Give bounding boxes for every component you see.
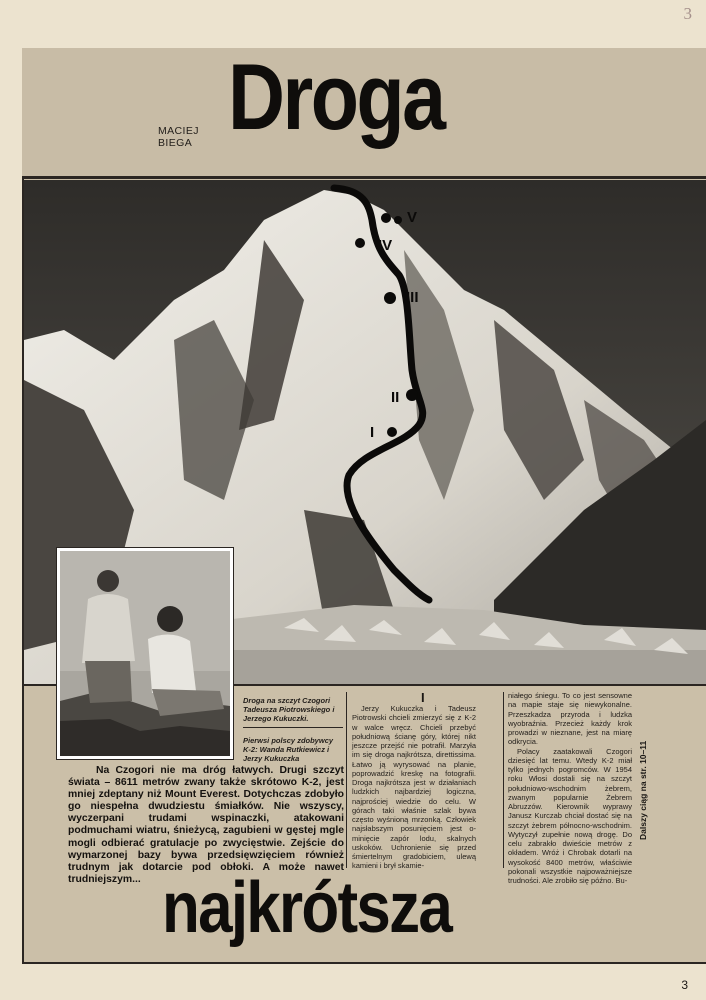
author-name	[158, 125, 199, 149]
route-marker-iii: III	[406, 289, 419, 306]
caption-rule	[243, 727, 343, 728]
page-number: 3	[681, 978, 688, 992]
route-marker-i: I	[370, 424, 375, 441]
headline-bottom: najkrótsza	[162, 868, 452, 948]
column-rule-middle	[503, 692, 504, 868]
section-number: I	[421, 690, 425, 705]
climbers-illustration	[60, 551, 230, 756]
body-column-2	[508, 691, 632, 885]
route-marker-ii: II	[391, 389, 400, 406]
climbers-caption: Pierwsi polscy zdobywcy K-2: Wanda Rutkiewicz i Jerzy Kukuczka	[243, 736, 334, 763]
column-rule-left	[346, 692, 347, 868]
column2-paragraph-1: niałego śniegu. To co jest sensowne na mapie staje się niewykonalne. Przeszkadza przyroda i ludzka wyobraźnia. Przecież każdy krok prowadzi w nieznane, jest na miarę odkrycia.	[508, 691, 632, 747]
route-marker-v: V	[407, 209, 418, 226]
page-corner-mark: 3	[683, 4, 692, 23]
continuation-note: Dalszy ciąg na str. 10–11	[638, 740, 648, 840]
column1-paragraph: Jerzy Kukuczka i Tadeusz Piotrowski chcieli zmierzyć się z K-2 w walce wręcz. Chcieli przebyć południową ścianę góry, której nikt jeszcze przejść nie potrafił. Marzyła im się droga najkrótsza, direttissima. Łatwo ją wyrysować na planie, poprowadzić kreskę na fotografii. Droga najkrótsza jest w działaniach ludzkich najbardziej logiczna, najprościej wiedzie do celu. W górach taki właśnie szlak bywa często wyśnioną mrzonką. Człowiek najsłabszym posunięciem jest o-minięcie zapór lodu, skalnych uskoków. Uchronienie się przed śmiertelnym gradobiciem, ulewą kamieni i brył skamie-	[352, 704, 476, 871]
body-column-1	[352, 704, 476, 871]
header-rule	[22, 176, 706, 179]
author-last-name: BIEGA	[158, 137, 193, 149]
climbers-photo	[56, 547, 234, 760]
route-marker-iv: IV	[378, 237, 393, 254]
route-caption: Droga na szczyt Czogori Tadeusza Piotrowskiego i Jerzego Kukuczki.	[243, 696, 335, 723]
lead-paragraph: Na Czogori nie ma dróg łatwych. Drugi szczyt świata – 8611 metrów zwany także skrótowo K-2, jest mniej zdeptany niż Mount Everest. Dotychczas zdobyło go niespełna dwudziestu śmiałków. Nie wszyscy, wyczerpani trudami wspinaczki, atakowani podmuchami wiatru, śnieżycą, zagubieni w gęstej mgle mogli odbierać gratulacje po zwycięstwie. Zejście do wymarzonej bazy bywa przedsięwzięciem również trudnym jak dotarcie pod obłoki. A może nawet trudniejszym...	[68, 765, 344, 885]
column2-paragraph-2: Polacy zaatakowali Czogori dziesięć lat temu. Wtedy K-2 miał tylko jednych pogromców. W 1954 roku Włosi dostali się na szczyt południowo-wschodnim żebrem, zwanym popularnie Żebrem Abruzzów. Kierownik wyprawy Janusz Kurczab chciał dostać się na szczyt żebrem północno-wschodnim. Wytyczył zupełnie nową drogę. Do celu zabrakło dwieście metrów z okładem. Wróż i Chrobak dotarli na wysokość 8400 metrów, właściwie pokonali wszystkie najpoważniejsze trudności. Ale zrobiło się późno. Bu-	[508, 746, 632, 885]
author-first-name: MACIEJ	[158, 125, 199, 137]
headline-top: Droga	[228, 44, 444, 149]
